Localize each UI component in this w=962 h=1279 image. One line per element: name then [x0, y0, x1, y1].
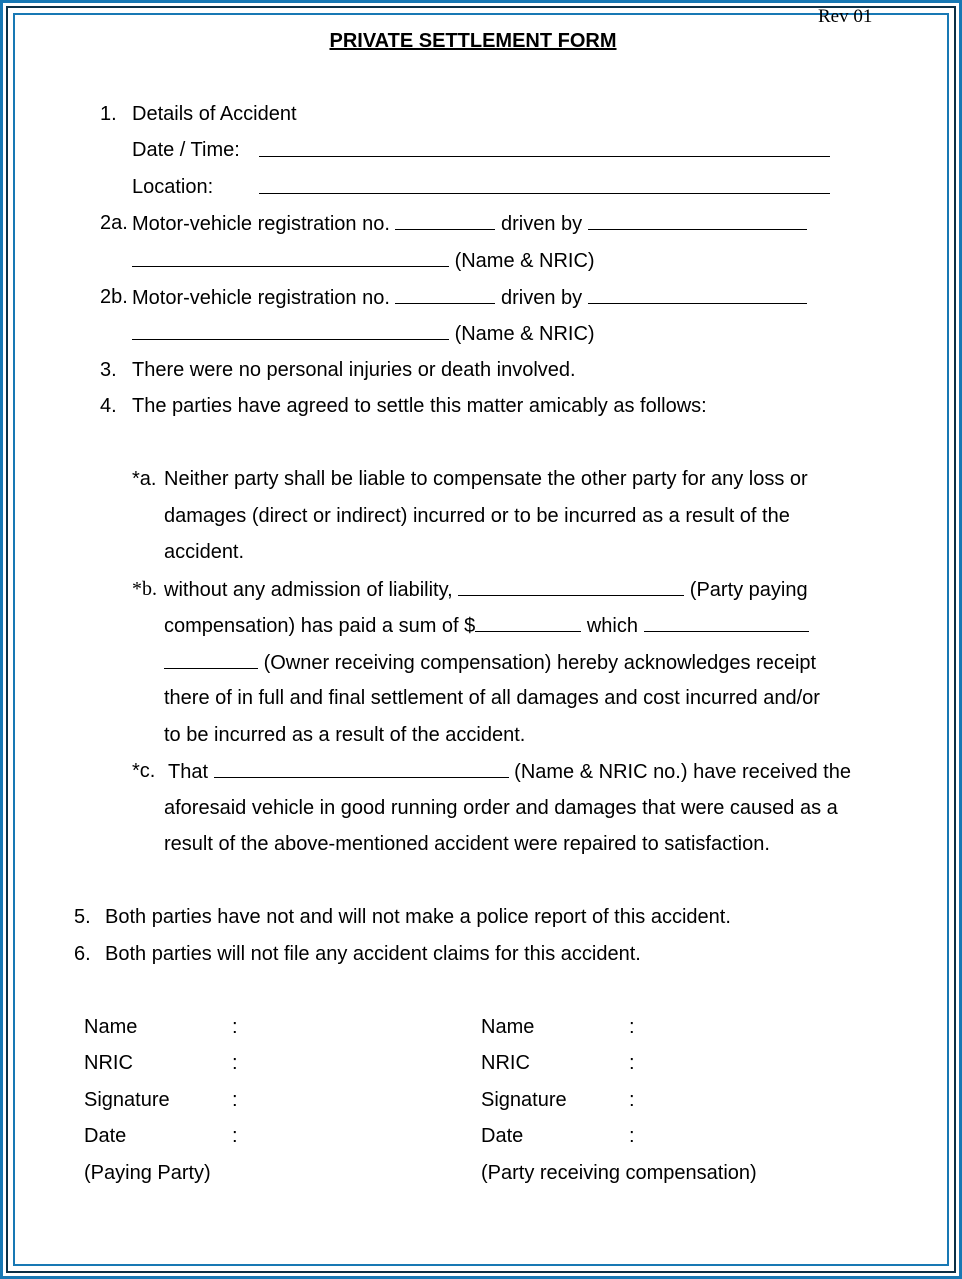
nric-label: NRIC — [84, 1052, 133, 1074]
clause-b-text: to be incurred as a result of the accident. — [164, 724, 526, 746]
section-2a-number: 2a. — [100, 212, 128, 234]
signature-label: Signature — [84, 1089, 170, 1111]
colon: : — [232, 1125, 238, 1147]
clause-a-line: damages (direct or indirect) incurred or to be incurred as a result of the — [164, 505, 790, 527]
clause-a-line: Neither party shall be liable to compensate the other party for any loss or — [164, 468, 808, 490]
paying-party-label: (Paying Party) — [84, 1162, 211, 1184]
colon: : — [232, 1052, 238, 1074]
name-label: Name — [481, 1016, 535, 1038]
clause-b-text: (Party paying — [689, 579, 808, 601]
colon: : — [232, 1016, 238, 1038]
section-5-text: Both parties have not and will not make a police report of this accident. — [105, 906, 731, 928]
clause-b-label: *b. — [132, 578, 157, 600]
section-6-number: 6. — [74, 943, 91, 965]
colon: : — [629, 1016, 635, 1038]
vehicle-a-name-nric-field[interactable] — [132, 248, 449, 267]
section-3-number: 3. — [100, 359, 117, 381]
colon: : — [232, 1089, 238, 1111]
clause-c-text: (Name & NRIC no.) have received the — [514, 761, 851, 783]
driven-by-label: driven by — [501, 213, 583, 235]
receiver-name-nric-field[interactable] — [214, 759, 509, 778]
name-nric-label: (Name & NRIC) — [454, 250, 595, 272]
clause-b-text: which — [586, 615, 638, 637]
section-1-title: Details of Accident — [132, 103, 297, 125]
date-label: Date — [481, 1125, 524, 1147]
clause-b-text: without any admission of liability, — [164, 579, 453, 601]
section-1-number: 1. — [100, 103, 117, 125]
colon: : — [629, 1052, 635, 1074]
date-time-label: Date / Time: — [132, 139, 240, 161]
clause-b-text: compensation) has paid a sum of $ — [164, 615, 476, 637]
vehicle-b-name-nric-field[interactable] — [132, 321, 449, 340]
section-2b-number: 2b. — [100, 286, 128, 308]
colon: : — [629, 1125, 635, 1147]
paying-party-field[interactable] — [458, 577, 684, 596]
vehicle-a-driver-field[interactable] — [588, 211, 807, 230]
driven-by-label: driven by — [501, 287, 583, 309]
vehicle-a-reg-field[interactable] — [395, 211, 495, 230]
location-label: Location: — [132, 176, 214, 198]
section-4-number: 4. — [100, 395, 117, 417]
clause-b-text: (Owner receiving compensation) hereby acknowledges receipt — [263, 652, 817, 674]
vehicle-b-driver-field[interactable] — [588, 285, 807, 304]
location-field[interactable] — [259, 175, 830, 194]
name-nric-label: (Name & NRIC) — [454, 323, 595, 345]
section-3-text: There were no personal injuries or death involved. — [132, 359, 576, 381]
section-6-text: Both parties will not file any accident claims for this accident. — [105, 943, 641, 965]
vehicle-b-reg-field[interactable] — [395, 285, 495, 304]
signature-label: Signature — [481, 1089, 567, 1111]
reg-label: Motor-vehicle registration no. — [132, 287, 390, 309]
colon: : — [629, 1089, 635, 1111]
section-5-number: 5. — [74, 906, 91, 928]
clause-c-text: aforesaid vehicle in good running order and damages that were caused as a — [164, 797, 838, 819]
date-label: Date — [84, 1125, 127, 1147]
revision-label: Rev 01 — [818, 6, 873, 27]
reg-label: Motor-vehicle registration no. — [132, 213, 390, 235]
clause-c-text: result of the above-mentioned accident were repaired to satisfaction. — [164, 833, 770, 855]
form-title: PRIVATE SETTLEMENT FORM — [329, 30, 617, 52]
clause-a-label: *a. — [132, 468, 157, 490]
name-label: Name — [84, 1016, 138, 1038]
section-4-text: The parties have agreed to settle this matter amicably as follows: — [132, 395, 707, 417]
clause-c-label: *c. — [132, 760, 156, 782]
owner-field-cont[interactable] — [164, 650, 258, 669]
clause-a-line: accident. — [164, 541, 245, 563]
nric-label: NRIC — [481, 1052, 530, 1074]
clause-b-text: there of in full and final settlement of all damages and cost incurred and/or — [164, 687, 820, 709]
owner-field[interactable] — [644, 613, 809, 632]
sum-field[interactable] — [475, 613, 581, 632]
clause-c-text: That — [168, 761, 209, 783]
date-time-field[interactable] — [259, 138, 830, 157]
receiving-party-label: (Party receiving compensation) — [481, 1162, 757, 1184]
